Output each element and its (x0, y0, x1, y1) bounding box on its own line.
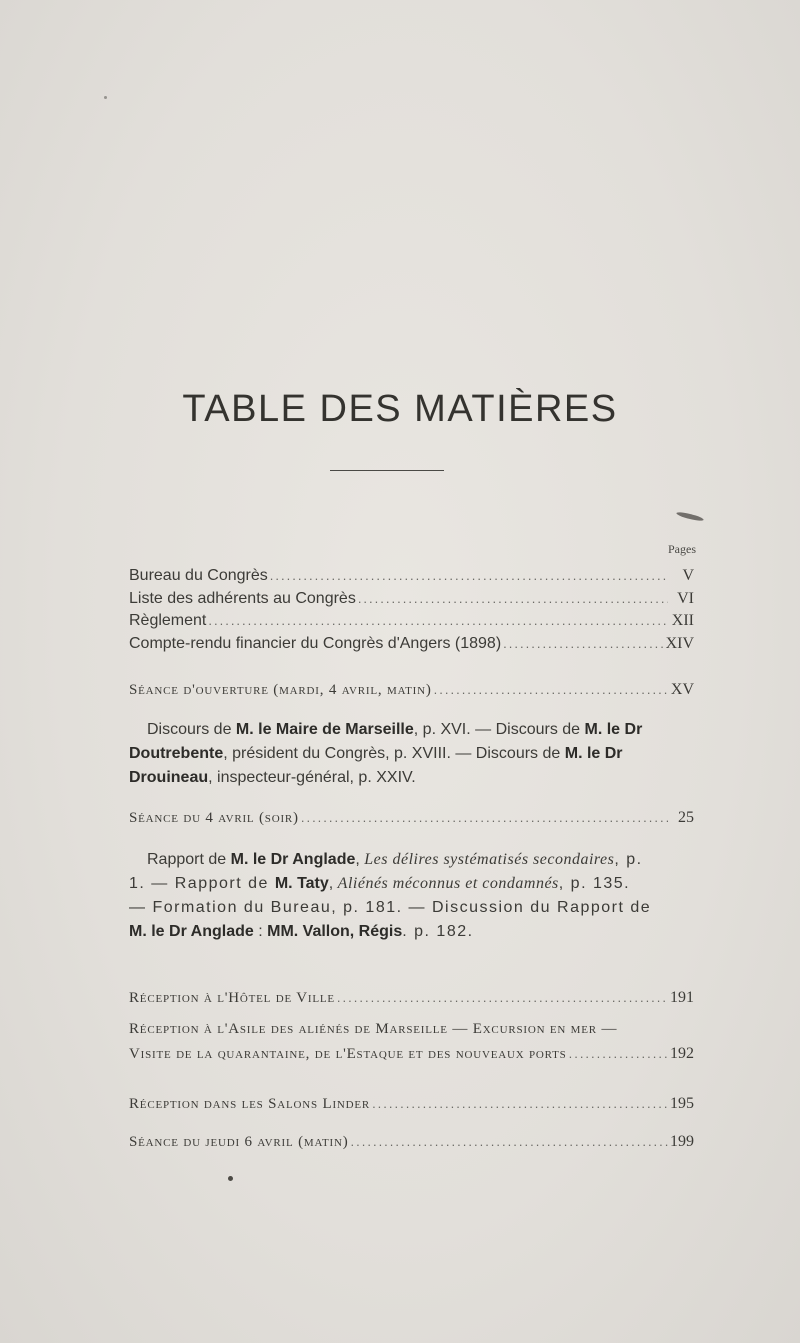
section-heading: Séance du jeudi 6 avril (matin) (129, 1134, 349, 1150)
seance-ouverture-section (129, 679, 694, 702)
seance-soir-section (129, 807, 694, 830)
pages-column-label: Pages (668, 542, 696, 556)
section-heading: Visite de la quarantaine, de l'Estaque et des nouveaux ports (129, 1045, 567, 1062)
report-title: Les délires systématisés secondaires (364, 851, 615, 868)
reception-salons-linder (129, 1093, 694, 1116)
text-run: , p. 1. — Rapport de (129, 851, 643, 892)
section-heading: Réception à l'Asile des aliénés de Marseille — Excursion en mer — (129, 1021, 618, 1037)
text-run: , p. 135. — Formation du Bureau, p. 181. — Discussion du Rapport de (129, 875, 652, 916)
toc-entry-label: Règlement (129, 612, 207, 629)
section-heading: Réception dans les Salons Linder (129, 1096, 371, 1112)
toc-entry-page: XIV (665, 634, 694, 652)
dot-leader (358, 588, 668, 611)
toc-section-entry (129, 1043, 694, 1066)
toc-entry (129, 633, 694, 656)
dot-leader (351, 1131, 668, 1154)
dot-leader (301, 807, 668, 830)
toc-entry-page: V (682, 567, 694, 584)
speaker-name: M. le Dr Drouineau (129, 745, 623, 786)
dot-leader (569, 1043, 668, 1066)
toc-entry (129, 588, 694, 611)
toc-entry (129, 610, 694, 633)
dot-leader (208, 610, 668, 633)
text-run: Discours de (147, 721, 236, 738)
dot-leader (503, 633, 663, 656)
reception-asile (129, 1018, 694, 1065)
speaker-name: M. le Dr Anglade (129, 923, 254, 940)
front-matter-list (129, 565, 694, 655)
discours-paragraph (129, 718, 653, 790)
text-run: : (253, 923, 268, 940)
ink-speck (228, 1176, 233, 1181)
speaker-name: MM. Vallon, Régis (267, 923, 403, 940)
text-run: , p. XVI. — Discours de (413, 721, 585, 738)
toc-entry-page: 195 (670, 1095, 694, 1112)
ink-mark (676, 511, 704, 523)
dot-leader (337, 987, 668, 1010)
dot-leader (270, 565, 668, 588)
text-run: , (355, 851, 365, 868)
dot-leader (434, 679, 668, 702)
title-rule (330, 470, 444, 471)
toc-section-entry (129, 679, 694, 702)
toc-entry-page: 191 (670, 989, 694, 1006)
speaker-name: M. Taty (274, 875, 329, 892)
speaker-name: M. le Dr Doutrebente (129, 721, 643, 762)
section-heading: Séance du 4 avril (soir) (129, 810, 299, 826)
toc-section-entry (129, 1093, 694, 1116)
toc-entry-page: 192 (670, 1044, 694, 1062)
toc-entry-label: Liste des adhérents au Congrès (129, 589, 356, 607)
toc-entry-page: XII (671, 612, 694, 629)
toc-section-entry-line (129, 1018, 694, 1041)
reception-hotel-de-ville (129, 987, 694, 1010)
toc-entry-page: 199 (670, 1133, 694, 1150)
toc-entry-page: XV (670, 681, 694, 698)
toc-entry-label: Compte-rendu financier du Congrès d'Angers (1898) (129, 634, 502, 652)
page-title: TABLE DES MATIÈRES (182, 388, 618, 430)
text-run: Rapport de (147, 851, 231, 868)
speaker-name: M. le Dr Anglade (230, 851, 356, 868)
dot-leader (372, 1093, 668, 1116)
seance-jeudi (129, 1131, 694, 1154)
toc-entry (129, 565, 694, 588)
toc-entry-page: VI (677, 589, 694, 607)
section-heading: Réception à l'Hôtel de Ville (129, 990, 335, 1006)
speaker-name: M. le Maire de Marseille (235, 721, 414, 738)
text-run: , (328, 875, 338, 892)
toc-entry-page: 25 (678, 809, 694, 826)
ink-speck (104, 96, 107, 99)
toc-section-entry (129, 987, 694, 1010)
text-run: , inspecteur-général, p. XXIV. (208, 769, 416, 786)
report-title: Aliénés méconnus et condamnés (337, 875, 559, 892)
text-run: . p. 182. (402, 923, 474, 940)
toc-section-entry (129, 1131, 694, 1154)
section-heading: Séance d'ouverture (mardi, 4 avril, matin) (129, 682, 432, 698)
toc-entry-label: Bureau du Congrès (129, 567, 268, 584)
rapports-paragraph (129, 848, 653, 944)
toc-section-entry (129, 807, 694, 830)
text-run: , président du Congrès, p. XVIII. — Discours de (223, 745, 565, 762)
